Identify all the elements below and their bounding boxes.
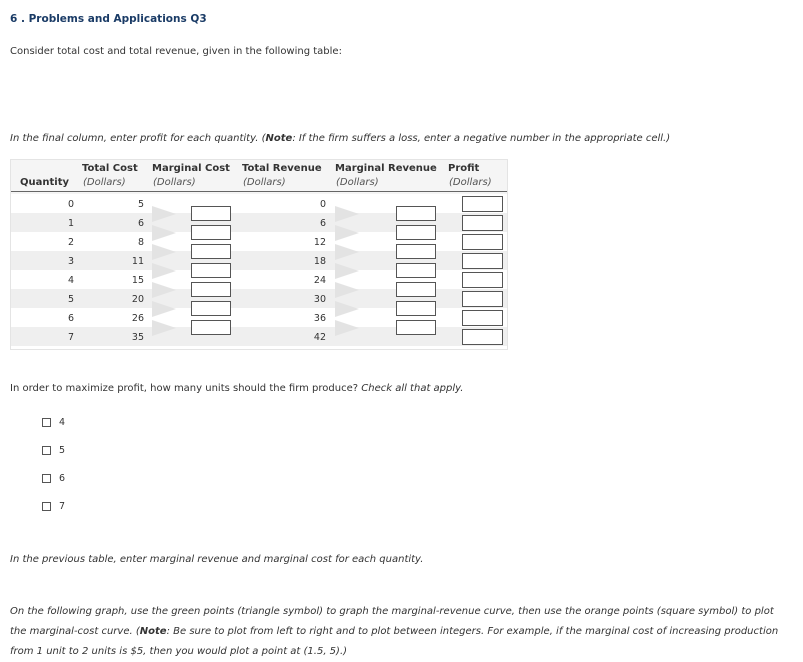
instruction-post: : If the firm suffers a loss, enter a negative number in the appropriate cell.) [292,133,671,144]
marginal-cost-input[interactable] [191,263,231,278]
total-revenue-cell: 42 [313,332,326,343]
question-hint: Check all that apply. [361,383,464,394]
marginal-revenue-input[interactable] [396,320,436,335]
previous-table-instruction: In the previous table, enter marginal revenue and marginal cost for each quantity. [10,554,424,565]
graph-instruction-post: : Be sure to plot from left to right and to plot between integers. For example, if the marginal cost of increasing production from 1 unit to 2 units is $5, then you would plot a point at (1.5, 5).) [10,626,779,657]
marginal-cost-input[interactable] [191,320,231,335]
intro-text: Consider total cost and total revenue, given in the following table: [10,46,342,57]
profit-input[interactable] [462,291,503,307]
total-revenue-cell: 30 [313,294,326,305]
total-revenue-cell: 6 [319,218,326,229]
quantity-cell: 3 [67,256,75,267]
marginal-cost-input[interactable] [191,301,231,316]
profit-instruction [10,133,670,144]
profit-input[interactable] [462,272,503,288]
header-quantity: Quantity [20,177,69,188]
total-cost-cell: 8 [137,237,144,248]
marginal-cost-input[interactable] [191,244,231,259]
graph-instruction-pre: On the following graph, use the green points (triangle symbol) to graph the marginal-revenue curve, then use the orange points (square symbol) to plot the marginal-cost curve. ( [10,606,774,637]
marginal-revenue-input[interactable] [396,263,436,278]
profit-input[interactable] [462,253,503,269]
header-marginal-revenue-unit: (Dollars) [336,177,379,188]
arrow-right-icon [152,225,176,241]
total-revenue-cell: 0 [319,199,326,210]
profit-input[interactable] [462,234,503,250]
graph-instruction [10,602,790,662]
header-total-revenue-unit: (Dollars) [243,177,286,188]
total-cost-cell: 5 [137,199,144,210]
quantity-cell: 5 [67,294,75,305]
arrow-right-icon [152,301,176,317]
total-revenue-cell: 36 [313,313,326,324]
total-cost-cell: 35 [131,332,144,343]
profit-input[interactable] [462,196,503,212]
option-label: 6 [59,473,66,484]
quantity-cell: 1 [67,218,75,229]
total-cost-cell: 15 [131,275,144,286]
question-text: In order to maximize profit, how many units should the firm produce? [10,383,362,394]
profit-max-question [10,383,463,394]
quantity-cell: 0 [67,199,75,210]
header-marginal-cost: Marginal Cost [152,163,230,174]
total-revenue-cell: 12 [313,237,326,248]
arrow-right-icon [152,320,176,336]
total-cost-cell: 20 [131,294,144,305]
arrow-right-icon [335,301,359,317]
marginal-cost-input[interactable] [191,225,231,240]
arrow-right-icon [335,263,359,279]
header-profit-unit: (Dollars) [449,177,492,188]
checkbox-7[interactable] [42,502,51,511]
arrow-right-icon [335,320,359,336]
total-revenue-cell: 24 [313,275,326,286]
arrow-right-icon [335,282,359,298]
option-label: 7 [59,501,66,512]
quantity-cell: 6 [67,313,75,324]
arrow-right-icon [335,206,359,222]
total-cost-cell: 26 [131,313,144,324]
arrow-right-icon [335,244,359,260]
marginal-revenue-input[interactable] [396,206,436,221]
marginal-revenue-input[interactable] [396,282,436,297]
quantity-cell: 7 [67,332,75,343]
profit-input[interactable] [462,329,503,345]
checkbox-6[interactable] [42,474,51,483]
header-marginal-cost-unit: (Dollars) [153,177,196,188]
page-title: 6 . Problems and Applications Q3 [10,13,207,25]
profit-input[interactable] [462,215,503,231]
checkbox-5[interactable] [42,446,51,455]
header-divider [11,191,507,192]
marginal-cost-input[interactable] [191,206,231,221]
header-total-cost: Total Cost [82,163,138,174]
table-body [11,194,507,349]
marginal-cost-input[interactable] [191,282,231,297]
arrow-right-icon [152,263,176,279]
marginal-revenue-input[interactable] [396,244,436,259]
arrow-right-icon [152,244,176,260]
profit-input[interactable] [462,310,503,326]
header-total-revenue: Total Revenue [242,163,322,174]
marginal-revenue-input[interactable] [396,225,436,240]
checkbox-4[interactable] [42,418,51,427]
instruction-pre: In the final column, enter profit for each quantity. ( [10,133,266,144]
quantity-cell: 4 [67,275,75,286]
total-revenue-cell: 18 [313,256,326,267]
header-marginal-revenue: Marginal Revenue [335,163,437,174]
header-total-cost-unit: (Dollars) [83,177,126,188]
total-cost-cell: 11 [131,256,144,267]
option-label: 5 [59,445,66,456]
quantity-cell: 2 [67,237,75,248]
graph-instruction-note-label: Note [139,626,167,637]
instruction-note-label: Note [265,133,293,144]
marginal-revenue-input[interactable] [396,301,436,316]
arrow-right-icon [335,225,359,241]
total-cost-cell: 6 [137,218,144,229]
arrow-right-icon [152,206,176,222]
arrow-right-icon [152,282,176,298]
header-profit: Profit [448,163,480,174]
option-label: 4 [59,417,66,428]
